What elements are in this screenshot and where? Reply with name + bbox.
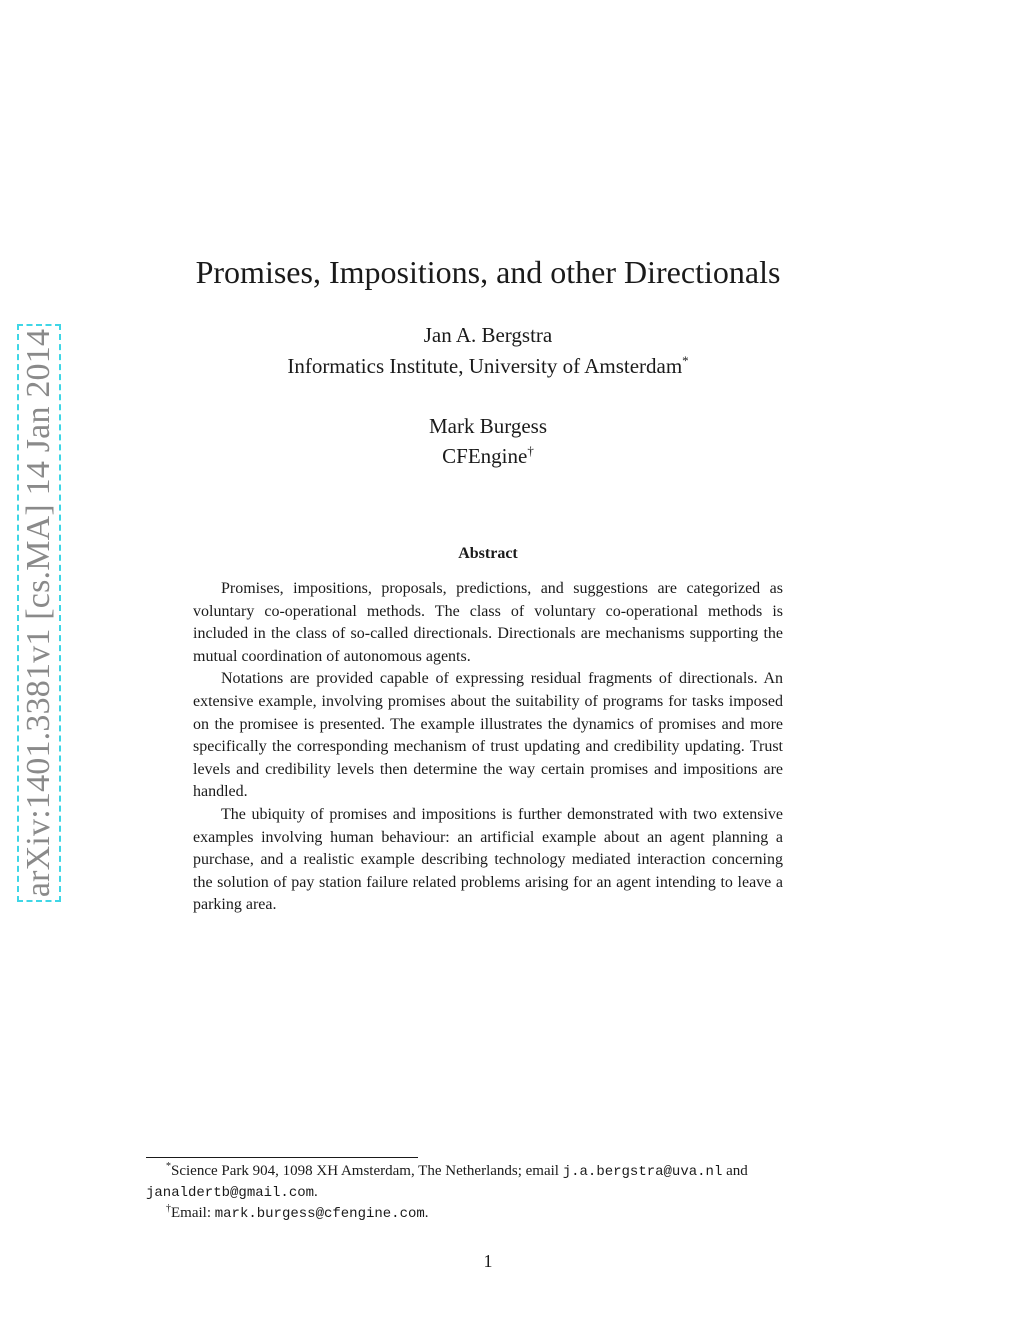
- abstract-body: [193, 578, 783, 917]
- arxiv-identifier: arXiv:1401.3381v1 [cs.MA] 14 Jan 2014: [20, 328, 57, 898]
- footnote-2-end: .: [424, 1205, 429, 1221]
- footnote-1-mark: *: [166, 1161, 171, 1172]
- footnote-2-email[interactable]: mark.burgess@cfengine.com: [214, 1206, 425, 1222]
- page-number: 1: [483, 1251, 493, 1271]
- footnote-1-text: Science Park 904, 1098 XH Amsterdam, The Netherlands; email: [171, 1163, 563, 1179]
- footnote-1: [146, 1161, 836, 1182]
- abstract-paragraph-2: Notations are provided capable of expressing residual fragments of directionals. An extensive example, involving promises about the suitability of programs for tasks imposed on the promisee is presented. The example illustrates the dynamics of promises and more specifically the corresponding mechanism of trust updating and credibility updating. Trust levels and credibility levels then determine the way certain promises and impositions are handled.: [193, 670, 783, 801]
- footnote-mark-2: †: [527, 443, 534, 458]
- author-affiliation-2-text: CFEngine: [442, 444, 528, 468]
- footnote-rule: [146, 1157, 418, 1158]
- abstract-heading: Abstract: [458, 545, 518, 562]
- abstract-paragraph-1: Promises, impositions, proposals, predictions, and suggestions are categorized as voluntary co-operational methods. The class of voluntary co-operational methods is included in the class of so-called directionals. Directionals are mechanisms supporting the mutual coordination of autonomous agents.: [193, 580, 783, 665]
- author-affiliation-1-text: Informatics Institute, University of Amsterdam: [287, 354, 683, 378]
- footnote-1-email-2[interactable]: janaldertb@gmail.com: [146, 1185, 315, 1201]
- abstract-paragraph-3: The ubiquity of promises and impositions is further demonstrated with two extensive examples involving human behaviour: an artificial example about an agent planning a purchase, and a realistic example describing technology mediated interaction concerning the solution of pay station failure related problems arising for an agent intending to leave a parking area.: [193, 805, 783, 914]
- footnote-2: [146, 1203, 836, 1224]
- footnote-1-joiner: and: [722, 1163, 748, 1179]
- author-name-1: Jan A. Bergstra: [423, 323, 553, 347]
- footnote-1-continuation: [146, 1182, 836, 1203]
- footnotes: [146, 1161, 836, 1224]
- footnote-1-email-1[interactable]: j.a.bergstra@uva.nl: [562, 1164, 723, 1180]
- footnote-1-end: .: [314, 1184, 318, 1200]
- author-name-2: Mark Burgess: [428, 414, 548, 438]
- footnote-mark-1: *: [682, 353, 689, 368]
- paper-title: Promises, Impositions, and other Directionals: [195, 254, 781, 290]
- author-affiliation-2: [150, 442, 826, 470]
- footnote-2-text: Email:: [171, 1205, 215, 1221]
- footnote-2-mark: †: [166, 1203, 171, 1214]
- author-affiliation-1: [150, 352, 826, 380]
